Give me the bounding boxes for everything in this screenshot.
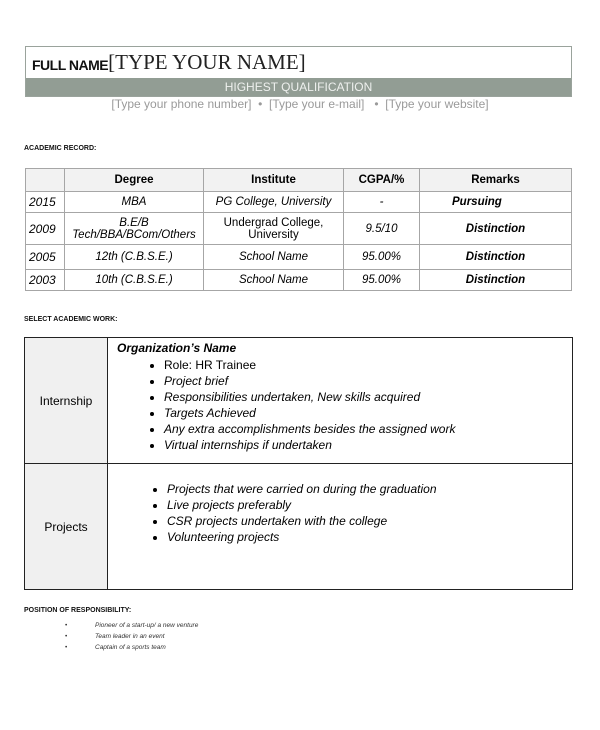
cell: School Name [204, 245, 344, 270]
cell: 2005 [26, 245, 65, 270]
list-item: • Any extra accomplishments besides the assigned work [164, 421, 571, 437]
list-item: • Team leader in an event [65, 633, 165, 640]
projects-heading: Projects [25, 464, 108, 590]
cell: Distinction [420, 213, 572, 245]
responsibility-label: POSITION OF RESPONSIBILITY: [24, 607, 132, 614]
cell: 95.00% [344, 245, 420, 270]
cell: Undergrad College, University [204, 213, 344, 245]
list-item: • Virtual internships if undertaken [164, 437, 571, 453]
cell: - [344, 192, 420, 213]
col-remarks: Remarks [420, 169, 572, 192]
cell: 95.00% [344, 270, 420, 291]
cell: 2009 [26, 213, 65, 245]
item-text: Team leader in an event [95, 633, 165, 640]
list-item: • Responsibilities undertaken, New skills acquired [164, 389, 571, 405]
list-item: • Project brief [164, 373, 571, 389]
list-item: • Pioneer of a start-up/ a new venture [65, 622, 199, 629]
list-item: • Captain of a sports team [65, 644, 166, 651]
internship-heading: Internship [25, 338, 108, 464]
academic-work-table [24, 337, 573, 590]
full-name-label: FULL NAME [32, 57, 109, 73]
col-year [26, 169, 65, 192]
table-row [26, 213, 572, 245]
item-text: Pioneer of a start-up/ a new venture [95, 622, 199, 629]
list-item: • Projects that were carried on during the graduation [167, 481, 571, 497]
table-row [26, 192, 572, 213]
academic-table [25, 168, 572, 291]
table-row [26, 245, 572, 270]
list-item: • Targets Achieved [164, 405, 571, 421]
list-item: • Volunteering projects [167, 529, 571, 545]
cell: 12th (C.B.S.E.) [65, 245, 204, 270]
qualification-bar[interactable]: HIGHEST QUALIFICATION [26, 78, 571, 96]
cell: Pursuing [420, 192, 572, 213]
col-cgpa: CGPA/% [344, 169, 420, 192]
header-box [25, 46, 572, 97]
academic-record-label: ACADEMIC RECORD: [24, 145, 97, 152]
cell: B.E/B Tech/BBA/BCom/Others [65, 213, 204, 245]
cell: Distinction [420, 270, 572, 291]
cell: 2015 [26, 192, 65, 213]
projects-row [25, 464, 573, 590]
academic-work-label: SELECT ACADEMIC WORK: [24, 316, 118, 323]
list-item: • Live projects preferably [167, 497, 571, 513]
organization-name: Organization’s Name [117, 341, 237, 355]
cell: 9.5/10 [344, 213, 420, 245]
table-header [26, 169, 572, 192]
cell: PG College, University [204, 192, 344, 213]
cell: 2003 [26, 270, 65, 291]
cell: 10th (C.B.S.E.) [65, 270, 204, 291]
contact-line[interactable]: [Type your phone number] • [Type your e-mail] • [Type your website] [111, 97, 489, 111]
name-placeholder[interactable]: [TYPE YOUR NAME] [108, 50, 306, 74]
item-text: Captain of a sports team [95, 644, 166, 651]
col-institute: Institute [204, 169, 344, 192]
internship-row [25, 338, 573, 464]
list-item: • Role: HR Trainee [164, 357, 571, 373]
col-degree: Degree [65, 169, 204, 192]
cell: MBA [65, 192, 204, 213]
table-row [26, 270, 572, 291]
cell: School Name [204, 270, 344, 291]
cell: Distinction [420, 245, 572, 270]
internship-list [109, 357, 571, 453]
list-item: • CSR projects undertaken with the college [167, 513, 571, 529]
projects-list [109, 481, 571, 545]
responsibility-list [65, 620, 198, 653]
